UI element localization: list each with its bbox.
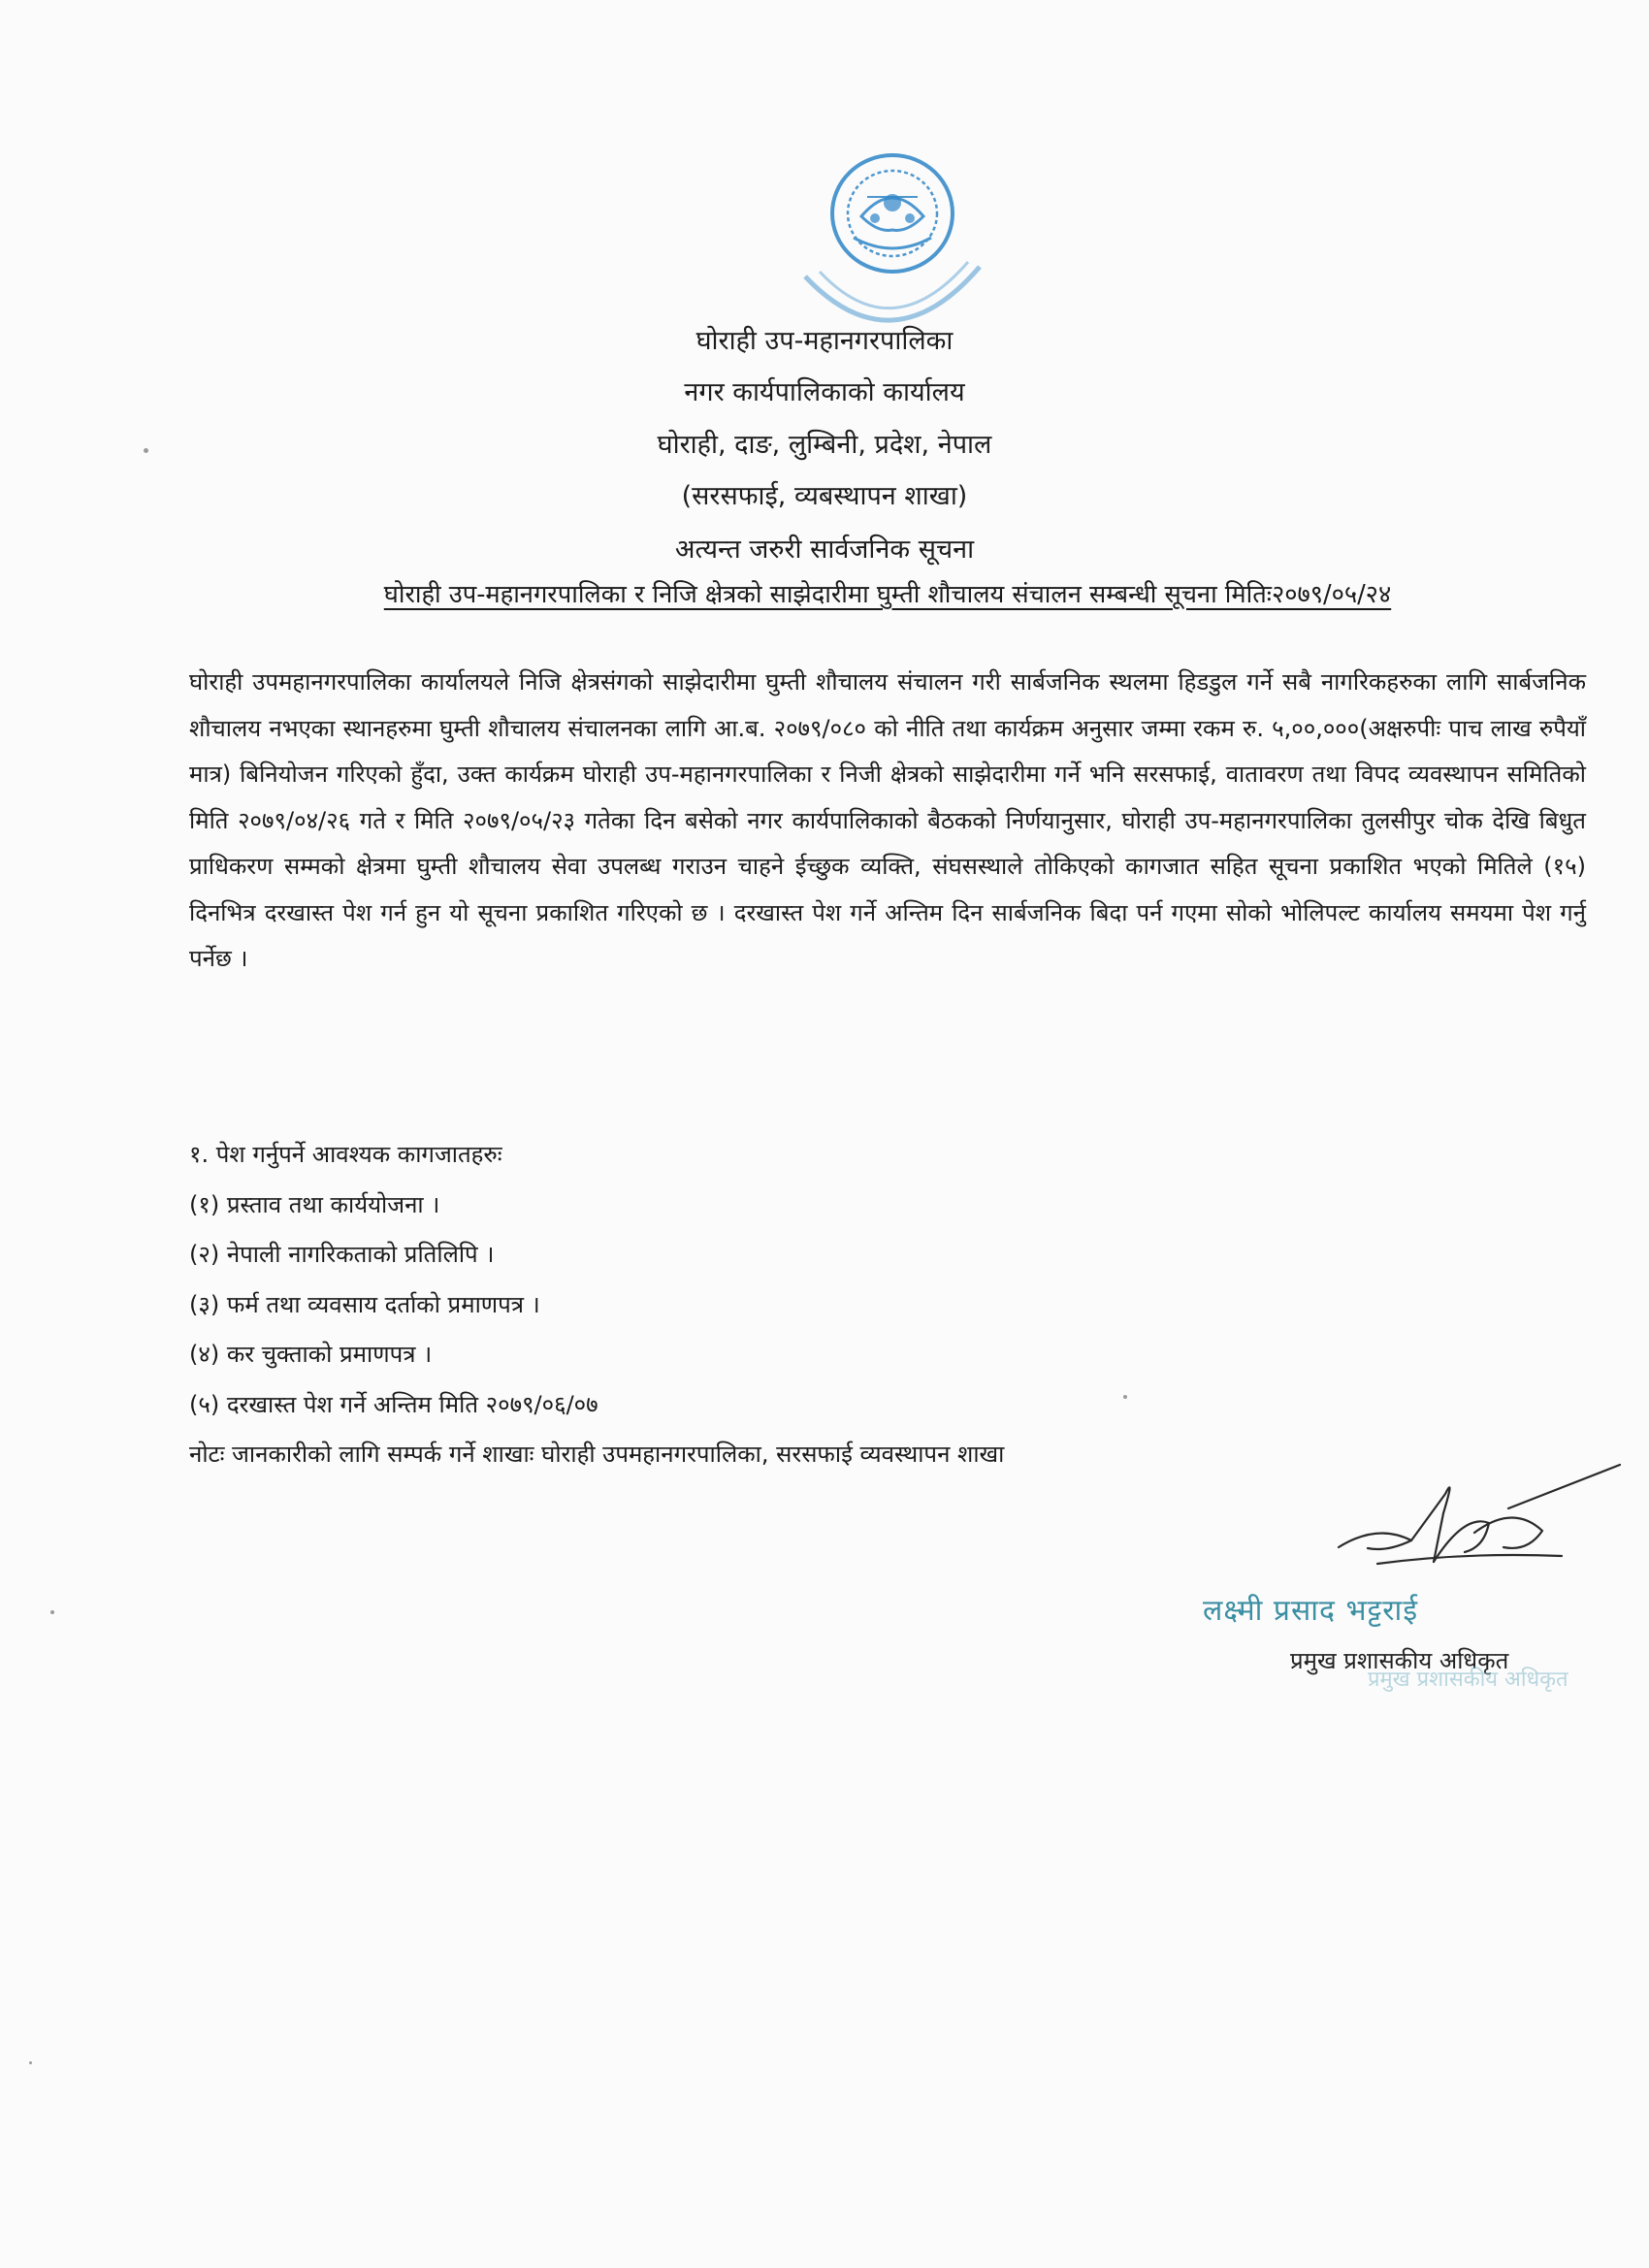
- scan-speck: [144, 448, 148, 453]
- list-item: (५) दरखास्त पेश गर्ने अन्तिम मिति २०७९/०६/०७: [189, 1390, 598, 1418]
- office-subtitle: नगर कार्यपालिकाको कार्यालय: [684, 377, 965, 407]
- section-name: (सरसफाई, व्यबस्थापन शाखा): [681, 481, 968, 511]
- signatory-name-stamp: लक्ष्मी प्रसाद भट्टराई: [1203, 1594, 1419, 1628]
- list-item: (२) नेपाली नागरिकताको प्रतिलिपि ।: [189, 1241, 495, 1268]
- notice-type: अत्यन्त जरुरी सार्वजनिक सूचना: [674, 535, 975, 565]
- handwritten-signature: [1319, 1455, 1630, 1581]
- list-item: (४) कर चुक्ताको प्रमाणपत्र ।: [189, 1341, 433, 1368]
- list-item: (३) फर्म तथा व्यवसाय दर्ताको प्रमाणपत्र ।: [189, 1290, 540, 1318]
- office-address: घोराही, दाङ, लुम्बिनी, प्रदेश, नेपाल: [657, 430, 992, 460]
- notice-body-paragraph: घोराही उपमहानगरपालिका कार्यालयले निजि क्षेत्रसंगको साझेदारीमा घुम्ती शौचालय संचालन गरी सार्बजनिक स्थलमा हिडडुल गर्ने सबै नागरिकहरुका लागि सार्बजनिक शौचालय नभएका स्थानहरुमा घुम्ती शौचालय संचालनका लागि आ.ब. २०७९/०८० को नीति तथा कार्यक्रम अनुसार जम्मा रकम रु. ५,००,०००(अक्षरुपीः पाच लाख रुपैयाँ मात्र) बिनियोजन गरिएको हुँदा, उक्त कार्यक्रम घोराही उप-महानगरपालिका र निजी क्षेत्रको साझेदारीमा गर्ने भनि सरसफाई, वातावरण तथा विपद व्यवस्थापन समितिको मिति २०७९/०४/२६ गते र मिति २०७९/०५/२३ गतेका दिन बसेको नगर कार्यपालिकाको बैठकको निर्णयानुसार, घोराही उप-महानगरपालिका तुलसीपुर चोक देखि बिधुत प्राधिकरण सम्मको क्षेत्रमा घुम्ती शौचालय सेवा उपलब्ध गराउन चाहने ईच्छुक व्यक्ति, संघसस्थाले तोकिएको कागजात सहित सूचना प्रकाशित भएको मितिले (१५) दिनभित्र दरखास्त पेश गर्न हुन यो सूचना प्रकाशित गरिएको छ । दरखास्त पेश गर्ने अन्तिम दिन सार्बजनिक बिदा पर्न गएमा सोको भोलिपल्ट कार्यालय समयमा पेश गर्नु पर्नेछ ।: [189, 668, 1586, 972]
- contact-note: नोटः जानकारीको लागि सम्पर्क गर्ने शाखाः घोराही उपमहानगरपालिका, सरसफाई व्यवस्थापन शाखा: [189, 1441, 1005, 1468]
- signatory-title: प्रमुख प्रशासकीय अधिकृत: [1290, 1647, 1509, 1674]
- list-heading: १. पेश गर्नुपर्ने आवश्यक कागजातहरुः: [189, 1141, 502, 1168]
- signatory-title-stamp-echo: प्रमुख प्रशासकीय अधिकृत: [1368, 1668, 1568, 1692]
- required-documents-list: [189, 1130, 1586, 1480]
- scan-speck: [50, 1610, 54, 1614]
- notice-subject: घोराही उप-महानगरपालिका र निजि क्षेत्रको साझेदारीमा घुम्ती शौचालय संचालन सम्बन्धी सूचना मितिः२०७९/०५/२४: [383, 580, 1392, 609]
- list-item: (१) प्रस्ताव तथा कार्ययोजना ।: [189, 1190, 440, 1218]
- scan-speck: [1123, 1395, 1127, 1399]
- scan-speck: [29, 2061, 32, 2064]
- office-name: घोराही उप-महानगरपालिका: [695, 326, 954, 356]
